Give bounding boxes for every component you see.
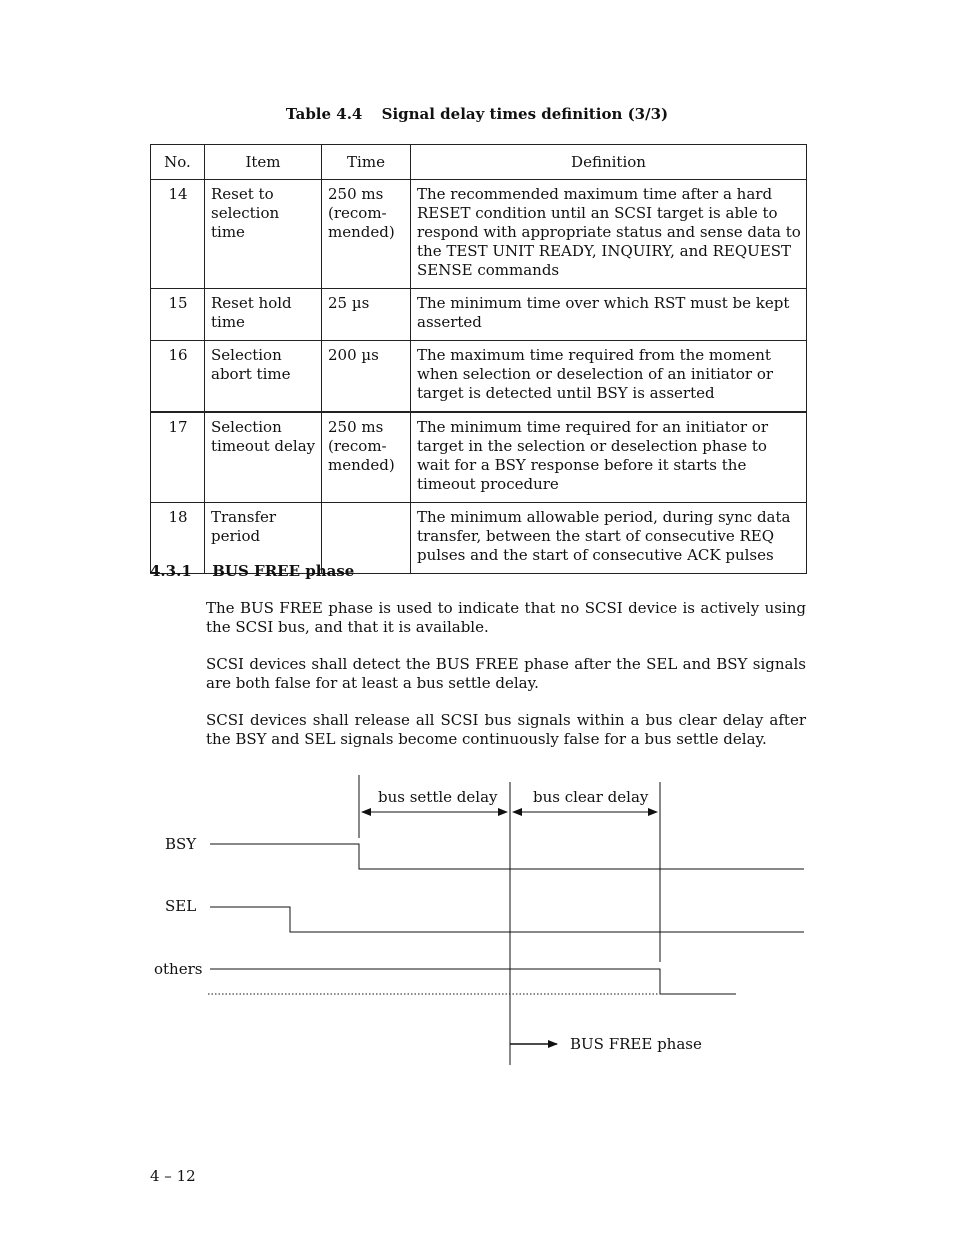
cell-time: 200 µs: [322, 341, 411, 413]
cell-definition: The recommended maximum time after a hard RESET condition until an SCSI target is able to respond with appropriate status and sense data to the TEST UNIT READY, INQUIRY, and REQUEST SENSE commands: [411, 180, 807, 289]
cell-no: 15: [151, 289, 205, 341]
cell-item: Selection abort time: [205, 341, 322, 413]
bus-free-phase-label: BUS FREE phase: [570, 1035, 702, 1053]
section-number: 4.3.1: [150, 562, 192, 580]
cell-item: Selection timeout delay: [205, 412, 322, 503]
cell-no: 16: [151, 341, 205, 413]
bsy-waveform: [210, 844, 804, 869]
bus-free-timing-diagram: [140, 770, 820, 1070]
cell-item: Reset hold time: [205, 289, 322, 341]
header-definition: Definition: [411, 145, 807, 180]
signal-delay-table: [150, 144, 807, 574]
table-header-row: [151, 145, 807, 180]
table-caption: [0, 105, 954, 123]
header-item: Item: [205, 145, 322, 180]
header-time: Time: [322, 145, 411, 180]
cell-time: 250 ms (recom-mended): [322, 180, 411, 289]
bus-clear-label: bus clear delay: [533, 788, 649, 806]
cell-no: 14: [151, 180, 205, 289]
table-row: [151, 289, 807, 341]
table-row: [151, 341, 807, 413]
others-label: others: [154, 960, 203, 978]
cell-no: 17: [151, 412, 205, 503]
bsy-label: BSY: [165, 835, 197, 853]
page-number: 4 – 12: [150, 1167, 196, 1185]
cell-time: 250 ms (recom-mended): [322, 412, 411, 503]
table-row: [151, 180, 807, 289]
section-heading: [150, 562, 354, 580]
section-title: BUS FREE phase: [212, 562, 355, 580]
table-number: Table 4.4: [285, 105, 363, 123]
sel-label: SEL: [165, 897, 197, 915]
cell-item: Transfer period: [205, 503, 322, 574]
cell-no: 18: [151, 503, 205, 574]
table-row: [151, 412, 807, 503]
cell-item: Reset to selection time: [205, 180, 322, 289]
cell-time: 25 µs: [322, 289, 411, 341]
paragraph: SCSI devices shall detect the BUS FREE phase after the SEL and BSY signals are both false for at least a bus settle delay.: [206, 655, 806, 692]
bus-settle-label: bus settle delay: [378, 788, 498, 806]
table-title: Signal delay times definition (3/3): [381, 105, 669, 123]
paragraph: The BUS FREE phase is used to indicate that no SCSI device is actively using the SCSI bus, and that it is available.: [206, 599, 806, 636]
paragraph: SCSI devices shall release all SCSI bus signals within a bus clear delay after the BSY and SEL signals become continuously false for a bus settle delay.: [206, 711, 806, 748]
others-high-waveform: [210, 969, 736, 994]
cell-definition: The minimum time over which RST must be kept asserted: [411, 289, 807, 341]
cell-definition: The minimum time required for an initiator or target in the selection or deselection phase to wait for a BSY response before it starts the timeout procedure: [411, 412, 807, 503]
header-no: No.: [151, 145, 205, 180]
cell-definition: The maximum time required from the moment when selection or deselection of an initiator or target is detected until BSY is asserted: [411, 341, 807, 413]
cell-definition: The minimum allowable period, during sync data transfer, between the start of consecutive REQ pulses and the start of consecutive ACK pulses: [411, 503, 807, 574]
sel-waveform: [210, 907, 804, 932]
